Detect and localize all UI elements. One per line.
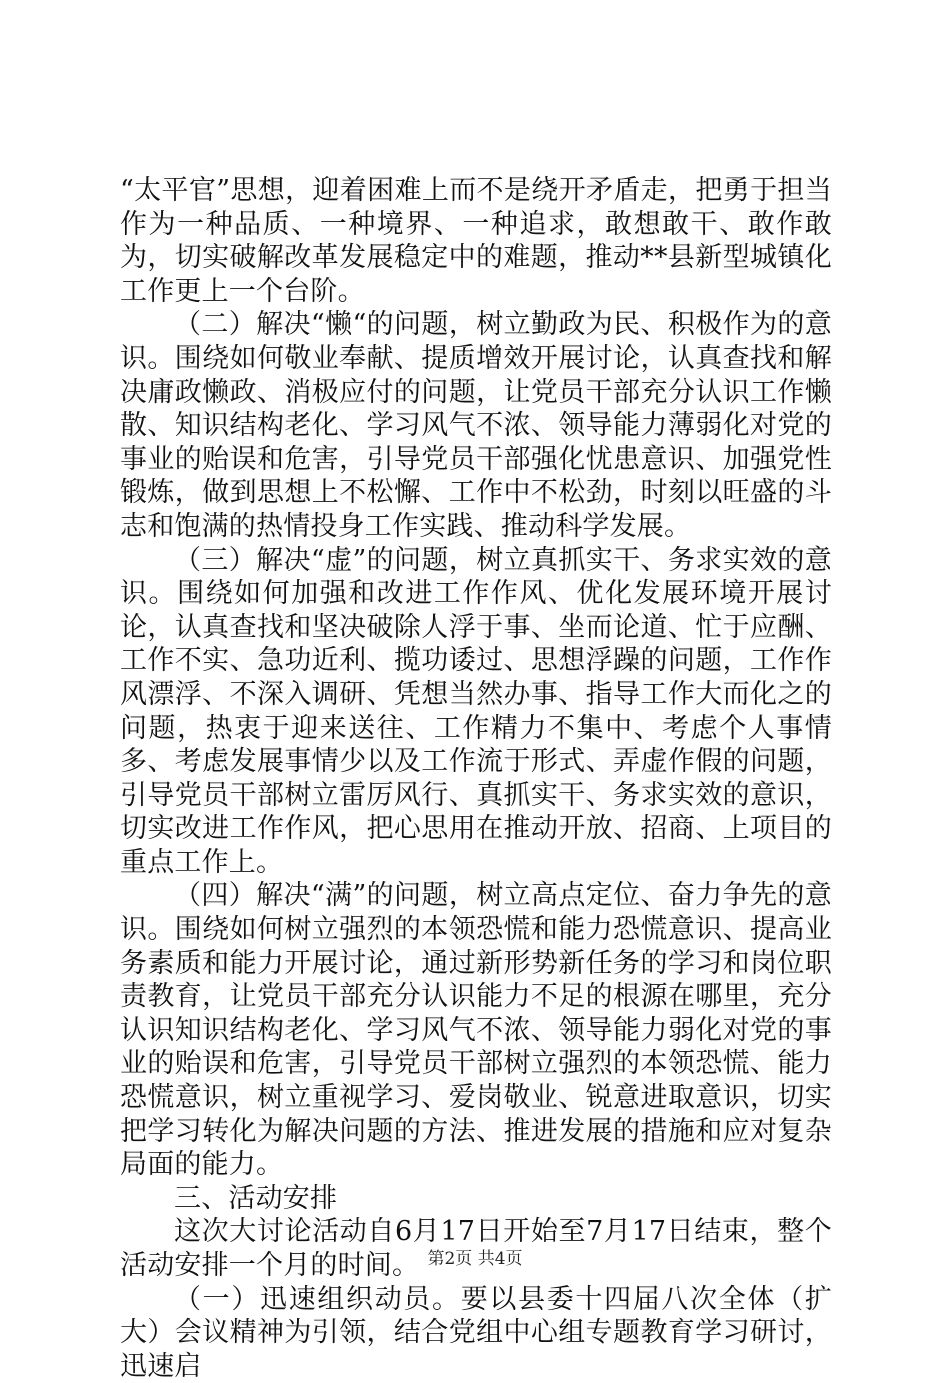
paragraph-section-empty: （三）解决“虚”的问题，树立真抓实干、务求实效的意识。围绕如何加强和改进工作作风、优化发展环境开展讨论，认真查找和坚决破除人浮于事、坐而论道、忙于应酬、工作不实、急功近利、揽功诿过、思想浮躁的问题，工作作风漂浮、不深入调研、凭想当然办事、指导工作大而化之的问题，热衷于迎来送往、工作精力不集中、考虑个人事情多、考虑发展事情少以及工作流于形式、弄虚作假的问题，引导党员干部树立雷厉风行、真抓实干、务求实效的意识，切实改进工作作风，把心思用在推动开放、招商、上项目的重点工作上。 <box>120 544 832 878</box>
paragraph-continuation: “太平官”思想，迎着困难上而不是绕开矛盾走，把勇于担当作为一种品质、一种境界、一种追求，敢想敢干、敢作敢为，切实破解改革发展稳定中的难题，推动**县新型城镇化工作更上一个台阶。 <box>120 175 832 307</box>
page-footer: 第2页 共4页 <box>427 1249 523 1269</box>
paragraph-section-complacent: （四）解决“满”的问题，树立高点定位、奋力争先的意识。围绕如何树立强烈的本领恐慌和能力恐慌意识、提高业务素质和能力开展讨论，通过新形势新任务的学习和岗位职责教育，让党员干部充分认识能力不足的根源在哪里，充分认识知识结构老化、学习风气不浓、领导能力弱化对党的事业的贻误和危害，引导党员干部树立强烈的本领恐慌、能力恐慌意识，树立重视学习、爱岗敬业、锐意进取意识，切实把学习转化为解决问题的方法、推进发展的措施和应对复杂局面的能力。 <box>120 880 832 1181</box>
document-body <box>120 174 832 1383</box>
paragraph-activity-period: 这次大讨论活动自6月17日开始至7月17日结束，整个活动安排一个月的时间。 <box>120 1216 832 1281</box>
paragraph-section-lazy: （二）解决“懒“的问题，树立勤政为民、积极作为的意识。围绕如何敬业奉献、提质增效开展讨论，认真查找和解决庸政懒政、消极应付的问题，让党员干部充分认识工作懒散、知识结构老化、学习风气不浓、领导能力薄弱化对党的事业的贻误和危害，引导党员干部强化忧患意识、加强党性锻炼，做到思想上不松懈、工作中不松劲，时刻以旺盛的斗志和饱满的热情投身工作实践、推动科学发展。 <box>120 309 832 542</box>
section-heading-activity-arrangement: 三、活动安排 <box>174 1182 338 1214</box>
paragraph-mobilization: （一）迅速组织动员。要以县委十四届八次全体（扩大）会议精神为引领，结合党组中心组专题教育学习研讨，迅速启 <box>120 1283 832 1382</box>
